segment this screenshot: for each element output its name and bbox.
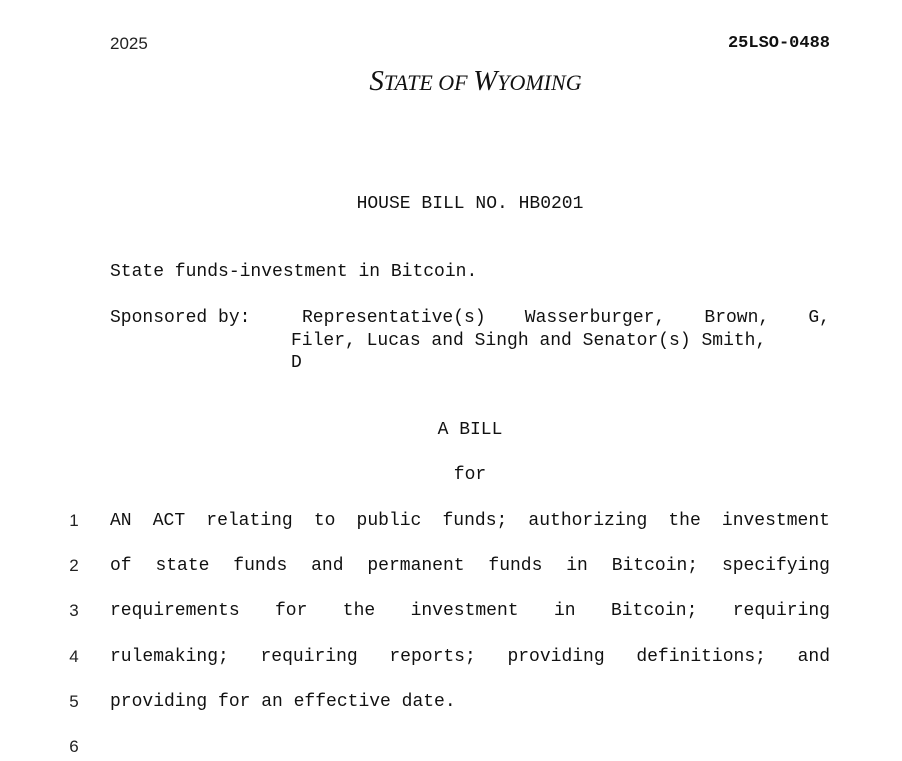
line-text: AN ACT relating to public funds; authorizing the investment xyxy=(110,511,830,531)
line-number: 1 xyxy=(69,511,79,530)
sponsors-block xyxy=(110,308,830,428)
bill-line-3 xyxy=(0,601,902,625)
sponsor-line-2: Filer, Lucas and Singh and Senator(s) Smith, xyxy=(291,331,767,351)
sponsor-label: Sponsored by: xyxy=(110,308,251,328)
bill-line-4 xyxy=(0,647,902,671)
a-bill-heading: A BILL xyxy=(437,420,503,440)
line-number: 5 xyxy=(69,692,79,711)
for-heading: for xyxy=(453,465,487,485)
line-number: 6 xyxy=(69,737,79,756)
state-title: STATE OF WYOMING xyxy=(369,65,582,97)
line-text: of state funds and permanent funds in Bitcoin; specifying xyxy=(110,556,830,576)
line-number: 3 xyxy=(69,601,79,620)
line-text: rulemaking; requiring reports; providing definitions; and xyxy=(110,647,830,667)
bill-number: HOUSE BILL NO. HB0201 xyxy=(356,194,584,214)
sponsor-line-3: D xyxy=(291,353,302,373)
line-number: 4 xyxy=(69,647,79,666)
sponsor-line-1 xyxy=(302,308,830,328)
line-text: requirements for the investment in Bitcoin; requiring xyxy=(110,601,830,621)
line-number: 2 xyxy=(69,556,79,575)
document-id: 25LSO-0488 xyxy=(727,34,830,53)
bill-line-2 xyxy=(0,556,902,580)
bill-short-title: State funds-investment in Bitcoin. xyxy=(110,262,478,282)
session-year: 2025 xyxy=(110,34,148,53)
bill-line-1 xyxy=(0,511,902,535)
bill-line-5 xyxy=(0,692,902,716)
sponsor-word: Wasserburger, xyxy=(524,308,666,328)
bill-line-6 xyxy=(0,737,902,761)
line-text: providing for an effective date. xyxy=(110,692,456,712)
sponsor-word: Representative(s) xyxy=(302,308,486,328)
sponsor-word: G, xyxy=(808,308,830,328)
sponsor-word: Brown, xyxy=(704,308,770,328)
